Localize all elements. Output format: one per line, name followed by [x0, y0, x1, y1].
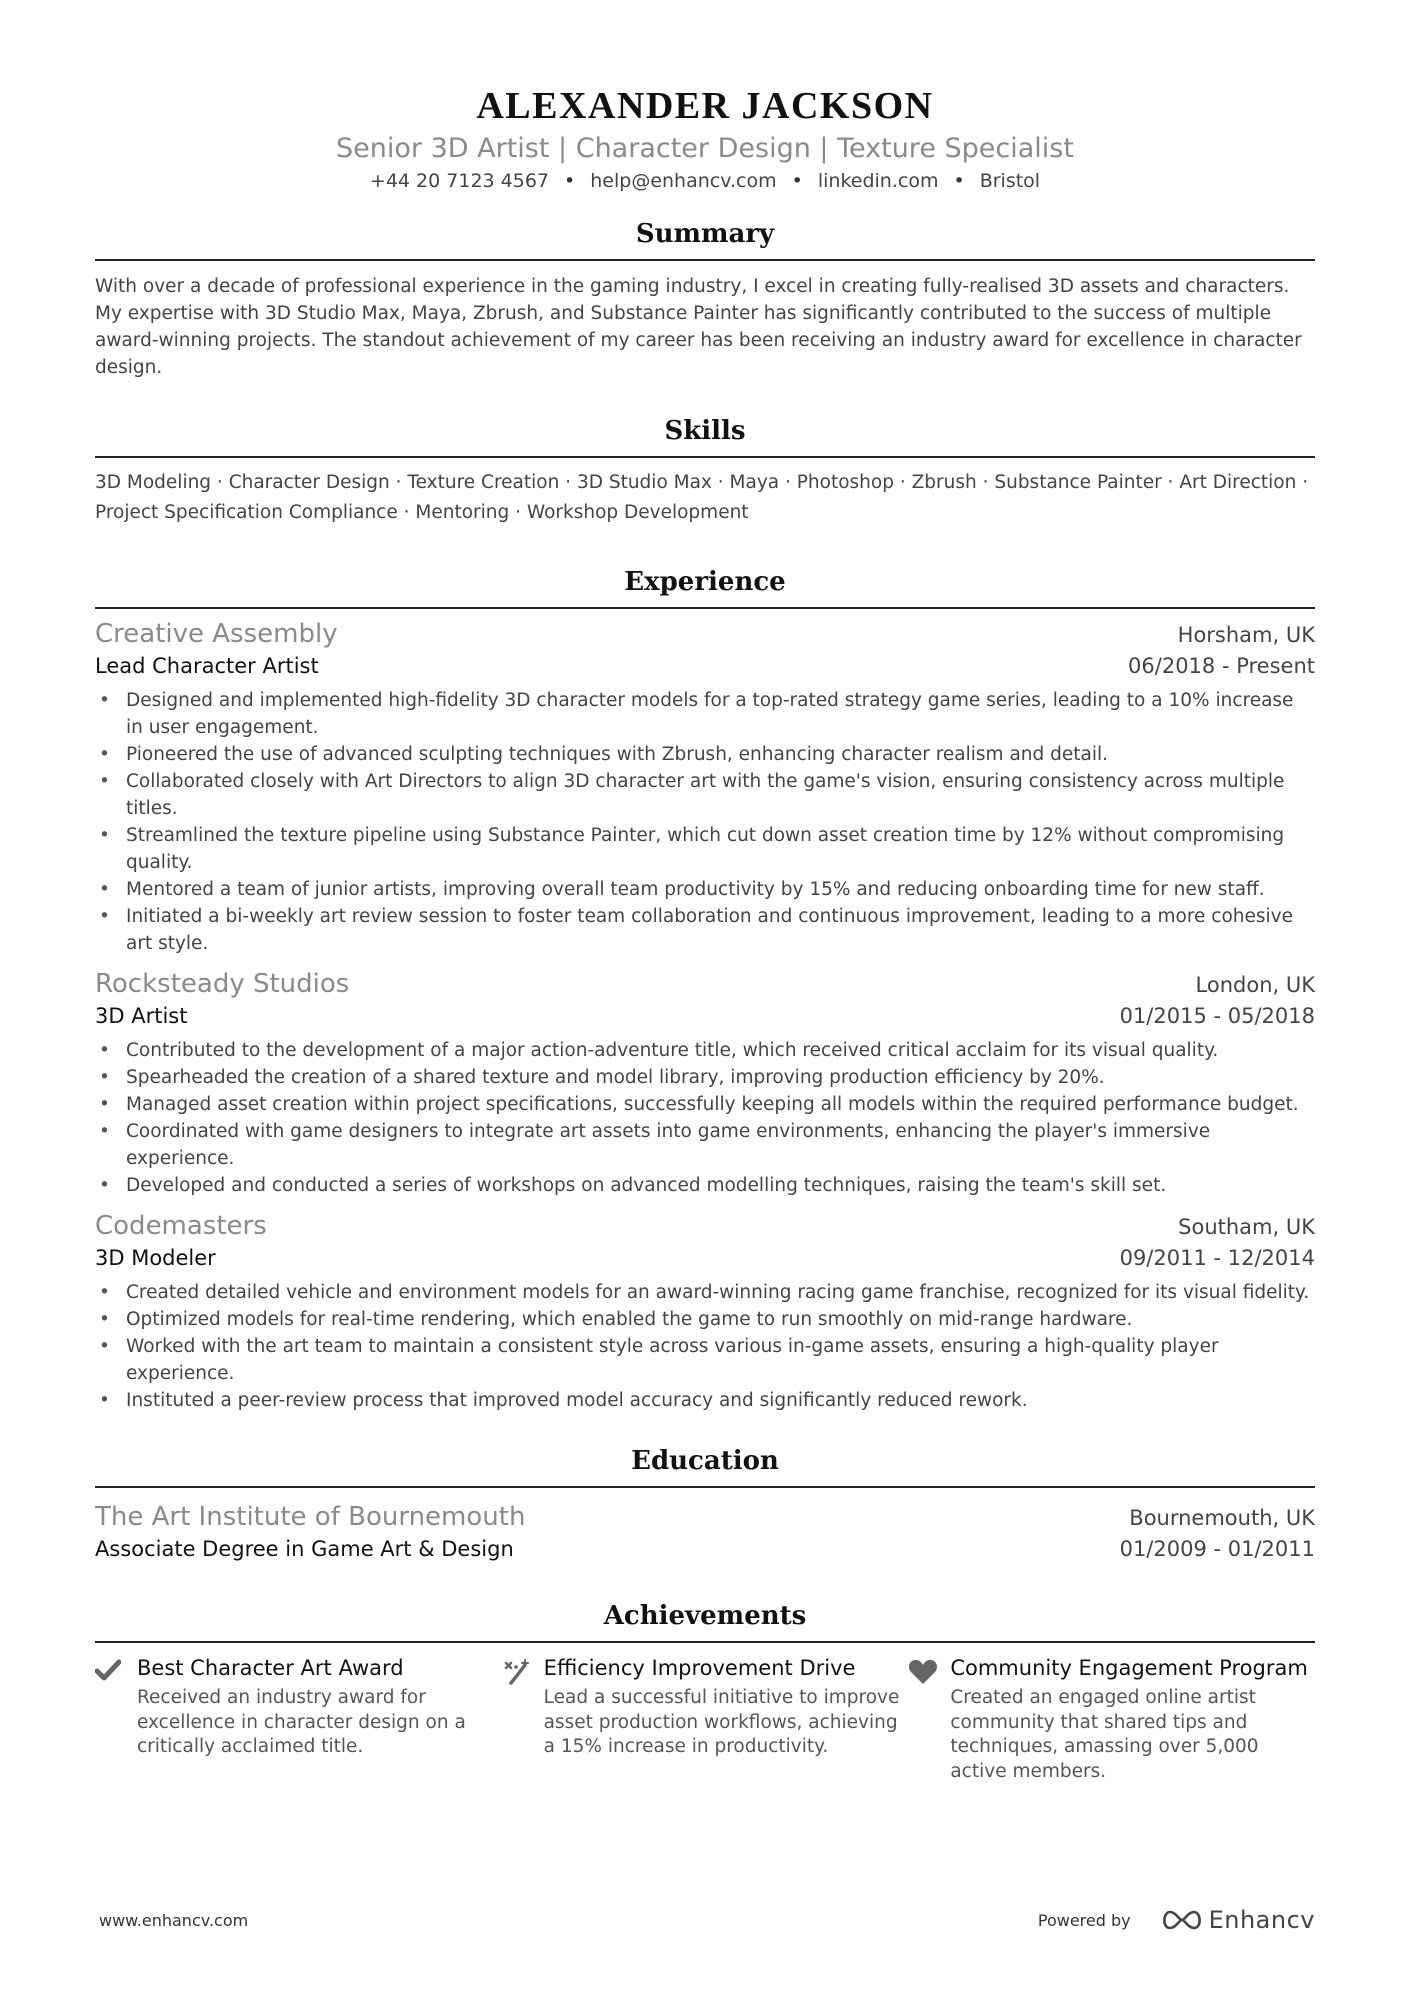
- company-name: Creative Assembly: [95, 619, 338, 649]
- education-entry: [95, 1500, 1315, 1564]
- job-role: 3D Modeler: [95, 1246, 216, 1270]
- job-bullet: • Mentored a team of junior artists, improving overall team productivity by 15% and reducing onboarding time for new staff.: [95, 876, 1315, 903]
- section-heading: Education: [631, 1446, 779, 1476]
- job-bullet: • Contributed to the development of a major action-adventure title, which received critical acclaim for its visual quality.: [95, 1037, 1315, 1064]
- magic-wand-icon: [502, 1655, 544, 1784]
- section-heading: Skills: [664, 416, 746, 446]
- job-bullet: • Developed and conducted a series of workshops on advanced modelling techniques, raising the team's skill set.: [95, 1172, 1315, 1199]
- candidate-name: ALEXANDER JACKSON: [476, 85, 934, 127]
- company-name: Rocksteady Studios: [95, 969, 350, 999]
- heart-icon: [908, 1655, 950, 1784]
- job-role: Lead Character Artist: [95, 654, 319, 678]
- contact-line: +44 20 7123 4567 • help@enhancv.com • linkedin.com • Bristol: [369, 170, 1041, 192]
- school-name: The Art Institute of Bournemouth: [95, 1502, 526, 1532]
- job-location: London, UK: [1195, 973, 1315, 997]
- job-bullet: • Optimized models for real-time rendering, which enabled the game to run smoothly on mid-range hardware.: [95, 1306, 1315, 1333]
- candidate-title: Senior 3D Artist | Character Design | Texture Specialist: [336, 133, 1074, 164]
- job-bullet: • Created detailed vehicle and environment models for an award-winning racing game franchise, recognized for its visual fidelity.: [95, 1279, 1315, 1306]
- job-bullet: • Collaborated closely with Art Directors to align 3D character art with the game's vision, ensuring consistency across multiple titles.: [95, 768, 1315, 822]
- education-section: [95, 1444, 1315, 1564]
- achievement-item: [908, 1655, 1315, 1784]
- job-bullet: • Pioneered the use of advanced sculpting techniques with Zbrush, enhancing character realism and detail.: [95, 741, 1315, 768]
- checkmark-icon: [95, 1655, 137, 1784]
- job-bullet: • Streamlined the texture pipeline using Substance Painter, which cut down asset creation time by 12% without compromising quality.: [95, 822, 1315, 876]
- achievement-description: Created an engaged online artist community that shared tips and techniques, amassing over 5,000 active members.: [950, 1687, 1259, 1782]
- page-footer: [99, 1906, 1315, 1934]
- achievement-title: Best Character Art Award: [137, 1656, 404, 1680]
- section-heading: Summary: [635, 219, 775, 249]
- brand-name: Enhancv: [1208, 1906, 1315, 1934]
- education-dates: 01/2009 - 01/2011: [1119, 1537, 1315, 1561]
- section-heading: Experience: [624, 567, 786, 597]
- job-role: 3D Artist: [95, 1004, 188, 1028]
- job-dates: 01/2015 - 05/2018: [1119, 1004, 1315, 1028]
- section-divider: [95, 456, 1315, 458]
- job-location: Horsham, UK: [1177, 623, 1315, 647]
- job-bullet: • Coordinated with game designers to integrate art assets into game environments, enhancing the player's immersive experience.: [95, 1118, 1315, 1172]
- contact-location: Bristol: [979, 170, 1041, 192]
- skills-section: [95, 414, 1315, 528]
- footer-url[interactable]: www.enhancv.com: [99, 1910, 249, 1930]
- experience-section: [95, 565, 1315, 1414]
- enhancv-logo-icon: [1159, 1908, 1205, 1932]
- job-bullet: • Initiated a bi-weekly art review session to foster team collaboration and continuous improvement, leading to a more cohesive art style.: [95, 903, 1315, 957]
- job-bullet: • Instituted a peer-review process that improved model accuracy and significantly reduced rework.: [95, 1387, 1315, 1414]
- brand-logo[interactable]: [1159, 1906, 1315, 1934]
- contact-phone: +44 20 7123 4567: [369, 170, 550, 192]
- job-bullets: [95, 1037, 1315, 1199]
- achievement-description: Lead a successful initiative to improve asset production workflows, achieving a 15% increase in productivity.: [543, 1687, 900, 1757]
- school-location: Bournemouth, UK: [1129, 1506, 1315, 1530]
- achievement-item: [95, 1655, 502, 1784]
- summary-text: With over a decade of professional experience in the gaming industry, I excel in creating fully-realised 3D assets and characters. My expertise with 3D Studio Max, Maya, Zbrush, and Substance Painter has significantly contributed to the success of multiple award-winning projects. The standout achievement of my career has been receiving an industry award for excellence in character design.: [95, 276, 1302, 378]
- job-entry: [95, 617, 1315, 957]
- achievement-list: [95, 1655, 1315, 1784]
- job-bullet: • Spearheaded the creation of a shared texture and model library, improving production efficiency by 20%.: [95, 1064, 1315, 1091]
- powered-by-label: Powered by: [1037, 1910, 1131, 1930]
- job-entry: [95, 1209, 1315, 1414]
- skills-list: 3D Modeling · Character Design · Texture Creation · 3D Studio Max · Maya · Photoshop · Zbrush · Substance Painter · Art Direction · Project Specification Compliance · Mentoring · Workshop Development: [95, 472, 1309, 523]
- job-dates: 06/2018 - Present: [1128, 654, 1315, 678]
- achievement-description: Received an industry award for excellence in character design on a critically acclaimed title.: [137, 1687, 466, 1757]
- achievement-title: Efficiency Improvement Drive: [543, 1656, 856, 1680]
- section-divider: [95, 607, 1315, 609]
- contact-email[interactable]: help@enhancv.com: [590, 170, 777, 192]
- degree: Associate Degree in Game Art & Design: [95, 1537, 514, 1561]
- company-name: Codemasters: [95, 1211, 267, 1241]
- job-location: Southam, UK: [1178, 1215, 1315, 1239]
- job-dates: 09/2011 - 12/2014: [1119, 1246, 1315, 1270]
- job-bullet: • Designed and implemented high-fidelity 3D character models for a top-rated strategy game series, leading to a 10% increase in user engagement.: [95, 687, 1315, 741]
- achievements-section: [95, 1599, 1315, 1784]
- section-divider: [95, 1641, 1315, 1643]
- job-bullets: [95, 1279, 1315, 1414]
- achievement-title: Community Engagement Program: [950, 1656, 1308, 1680]
- job-entry: [95, 967, 1315, 1199]
- section-divider: [95, 259, 1315, 261]
- contact-linkedin[interactable]: linkedin.com: [817, 170, 939, 192]
- job-bullets: [95, 687, 1315, 957]
- section-divider: [95, 1486, 1315, 1488]
- job-bullet: • Worked with the art team to maintain a consistent style across various in-game assets, ensuring a high-quality player experience.: [95, 1333, 1315, 1387]
- resume-header: [95, 0, 1315, 194]
- section-heading: Achievements: [603, 1601, 807, 1631]
- job-bullet: • Managed asset creation within project specifications, successfully keeping all models within the required performance budget.: [95, 1091, 1315, 1118]
- achievement-item: [502, 1655, 909, 1784]
- job-list: [95, 617, 1315, 1414]
- summary-section: [95, 217, 1315, 381]
